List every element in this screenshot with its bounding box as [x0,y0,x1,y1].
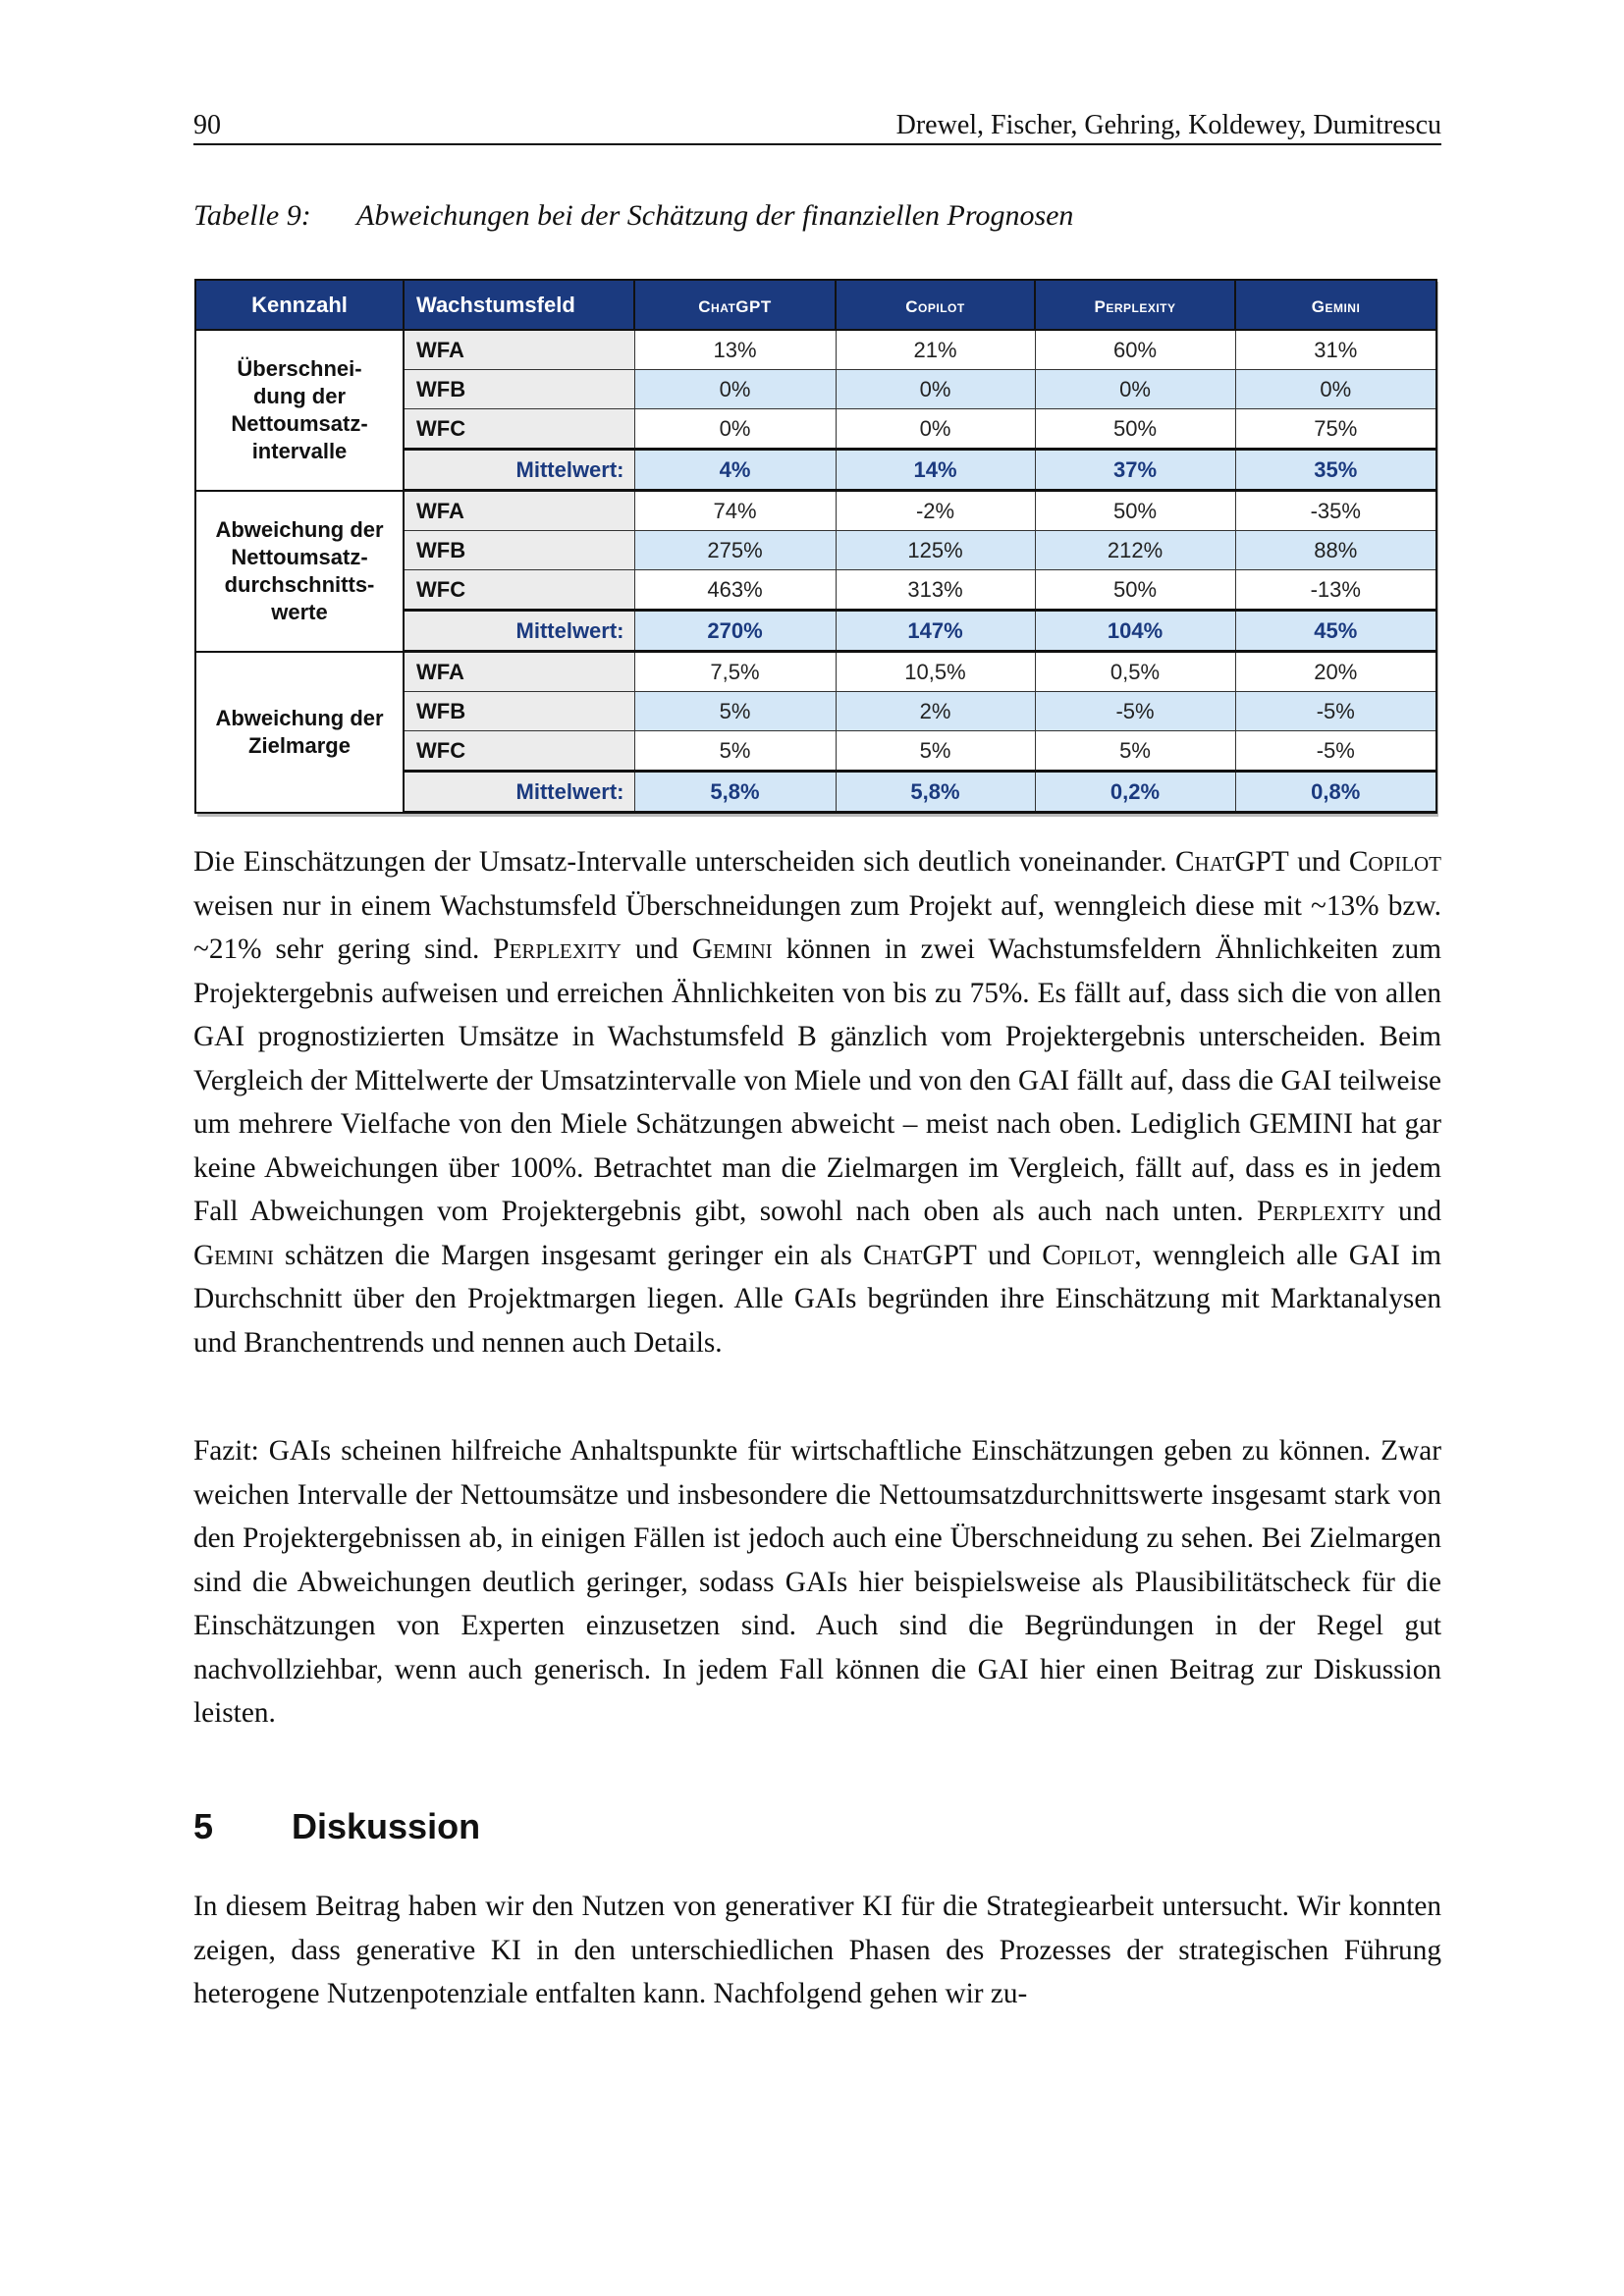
col-header-copilot [836,280,1035,330]
deviation-table [194,279,1437,814]
section-number: 5 [193,1806,214,1846]
section-title: Diskussion [292,1806,481,1846]
table-row [195,330,1436,370]
value-cell: 31% [1235,330,1436,370]
wachstumsfeld-cell: WFA [404,330,634,370]
value-cell: 0% [634,409,836,450]
mean-value-cell: 5,8% [836,772,1035,813]
col-header-wachstumsfeld: Wachstumsfeld [404,280,634,330]
kennzahl-cell: Abweichung der Zielmarge [195,652,404,813]
value-cell: 88% [1235,531,1436,570]
value-cell: 0% [1235,370,1436,409]
value-cell: 10,5% [836,652,1035,692]
paragraph-analysis-text: Die Einschätzungen der Umsatz-Intervalle unterscheiden sich deutlich voneinander. ChatGPT und Copilot weisen nur in einem Wachstumsfeld Überschneidungen zum Projekt auf, wenngleich diese mit ~13% bzw. ~21% sehr gering sind. Perplexity und Gemini können in zwei Wachstumsfeldern Ähnlichkeiten zum Projektergebnis aufweisen und erreichen Ähnlichkeiten von bis zu 75%. Es fällt auf, dass sich die von allen GAI prognostizierten Umsätze in Wachstumsfeld B gänzlich vom Projektergebnis unterscheiden. Beim Vergleich der Mittelwerte der Umsatzintervalle von Miele und von den GAI fällt auf, dass die GAI teilweise um mehrere Vielfache von den Miele Schätzungen abweicht – meist nach oben. Lediglich GEMINI hat gar keine Abweichungen über 100%. Betrachtet man die Zielmargen im Vergleich, fällt auf, dass es in jedem Fall Abweichungen vom Projektergebnis gibt, sowohl nach oben als auch nach unten. Perplexity und Gemini schätzen die Margen insgesamt geringer ein als ChatGPT und Copilot, wenngleich alle GAI im Durchschnitt über den Projektmargen liegen. Alle GAIs begründen ihre Einschätzung mit Marktanalysen und Branchentrends und nennen auch Details. [193,846,1442,1359]
value-cell: 275% [634,531,836,570]
kennzahl-cell: Überschnei- dung der Nettoumsatz- intervalle [195,330,404,491]
value-cell: -35% [1235,491,1436,531]
value-cell: 13% [634,330,836,370]
value-cell: 50% [1035,491,1235,531]
value-cell: -5% [1235,692,1436,731]
paragraph-discussion [193,1885,1441,2016]
value-cell: 60% [1035,330,1235,370]
mean-label: Mittelwert: [404,611,634,652]
section-heading [193,1806,480,1847]
table-header-row [195,280,1436,330]
results-table [194,279,1435,814]
gai-name: ChatGPT [1175,846,1289,878]
wachstumsfeld-cell: WFB [404,531,634,570]
value-cell: 0% [836,370,1035,409]
paragraph-conclusion-text: Fazit: GAIs scheinen hilfreiche Anhaltspunkte für wirtschaftliche Einschätzungen geben zu können. Zwar weichen Intervalle der Nettoumsätze und insbesondere die Nettoumsatzdurchnittswerte insgesamt stark von den Projektergebnissen ab, in einigen Fällen ist jedoch auch eine Überschneidung zu sehen. Bei Zielmargen sind die Abweichungen deutlich geringer, sodass GAIs hier beispielsweise als Plausibilitätscheck für die Einschätzungen von Experten einzusetzen sind. Auch sind die Begründungen in der Regel gut nachvollziehbar, wenn auch generisch. In jedem Fall können die GAI hier einen Beitrag zur Diskussion leisten. [193,1435,1441,1729]
mean-value-cell: 45% [1235,611,1436,652]
value-cell: 7,5% [634,652,836,692]
value-cell: 463% [634,570,836,611]
col-header-kennzahl: Kennzahl [195,280,404,330]
table-caption-title: Abweichungen bei der Schätzung der finanziellen Prognosen [356,199,1074,232]
running-header [193,106,1441,145]
mean-value-cell: 270% [634,611,836,652]
running-header-authors: Drewel, Fischer, Gehring, Koldewey, Dumitrescu [895,110,1441,140]
wachstumsfeld-cell: WFB [404,692,634,731]
value-cell: 75% [1235,409,1436,450]
value-cell: 50% [1035,570,1235,611]
table-row [195,491,1436,531]
mean-label: Mittelwert: [404,772,634,813]
gai-name: Gemini [193,1239,274,1271]
wachstumsfeld-cell: WFB [404,370,634,409]
mean-value-cell: 0,8% [1235,772,1436,813]
value-cell: 21% [836,330,1035,370]
value-cell: 0% [634,370,836,409]
gai-name: Perplexity [493,934,622,965]
table-row [195,652,1436,692]
mean-value-cell: 35% [1235,450,1436,491]
value-cell: -13% [1235,570,1436,611]
col-header-copilot-label: Copilot [905,296,965,316]
mean-value-cell: 104% [1035,611,1235,652]
col-header-gemini-label: Gemini [1311,296,1361,316]
col-header-perplexity-label: Perplexity [1094,296,1176,316]
value-cell: -2% [836,491,1035,531]
wachstumsfeld-cell: WFA [404,652,634,692]
value-cell: -5% [1235,731,1436,772]
paragraph-conclusion [193,1429,1441,1735]
gai-name: Perplexity [1257,1196,1385,1227]
gai-name: Gemini [691,934,773,965]
table-caption-label: Tabelle 9: [193,199,311,232]
mean-value-cell: 147% [836,611,1035,652]
value-cell: 0,5% [1035,652,1235,692]
gai-name: ChatGPT [863,1239,977,1271]
value-cell: 5% [1035,731,1235,772]
table-caption [193,199,1073,233]
paragraph-discussion-text: In diesem Beitrag haben wir den Nutzen von generativer KI für die Strategiearbeit untersucht. Wir konnten zeigen, dass generative KI in den unterschiedlichen Phasen des Prozesses der strategischen Führung heterogene Nutzenpotenziale entfalten kann. Nachfolgend gehen wir zu- [193,1891,1441,2009]
wachstumsfeld-cell: WFC [404,409,634,450]
value-cell: 5% [836,731,1035,772]
mean-label: Mittelwert: [404,450,634,491]
col-header-chatgpt-label: ChatGPT [698,296,772,316]
value-cell: 74% [634,491,836,531]
col-header-perplexity [1035,280,1235,330]
value-cell: -5% [1035,692,1235,731]
paragraph-analysis [193,840,1441,1364]
gai-name: Copilot [1042,1239,1135,1271]
mean-value-cell: 14% [836,450,1035,491]
col-header-chatgpt [634,280,836,330]
mean-value-cell: 4% [634,450,836,491]
wachstumsfeld-cell: WFC [404,570,634,611]
gai-name: Copilot [1348,846,1442,878]
value-cell: 5% [634,731,836,772]
page-number: 90 [193,110,221,140]
mean-value-cell: 5,8% [634,772,836,813]
value-cell: 212% [1035,531,1235,570]
value-cell: 125% [836,531,1035,570]
value-cell: 313% [836,570,1035,611]
kennzahl-cell: Abweichung der Nettoumsatz- durchschnitts- werte [195,491,404,652]
value-cell: 20% [1235,652,1436,692]
wachstumsfeld-cell: WFC [404,731,634,772]
value-cell: 50% [1035,409,1235,450]
value-cell: 5% [634,692,836,731]
mean-value-cell: 0,2% [1035,772,1235,813]
value-cell: 2% [836,692,1035,731]
wachstumsfeld-cell: WFA [404,491,634,531]
value-cell: 0% [836,409,1035,450]
value-cell: 0% [1035,370,1235,409]
col-header-gemini [1235,280,1436,330]
mean-value-cell: 37% [1035,450,1235,491]
